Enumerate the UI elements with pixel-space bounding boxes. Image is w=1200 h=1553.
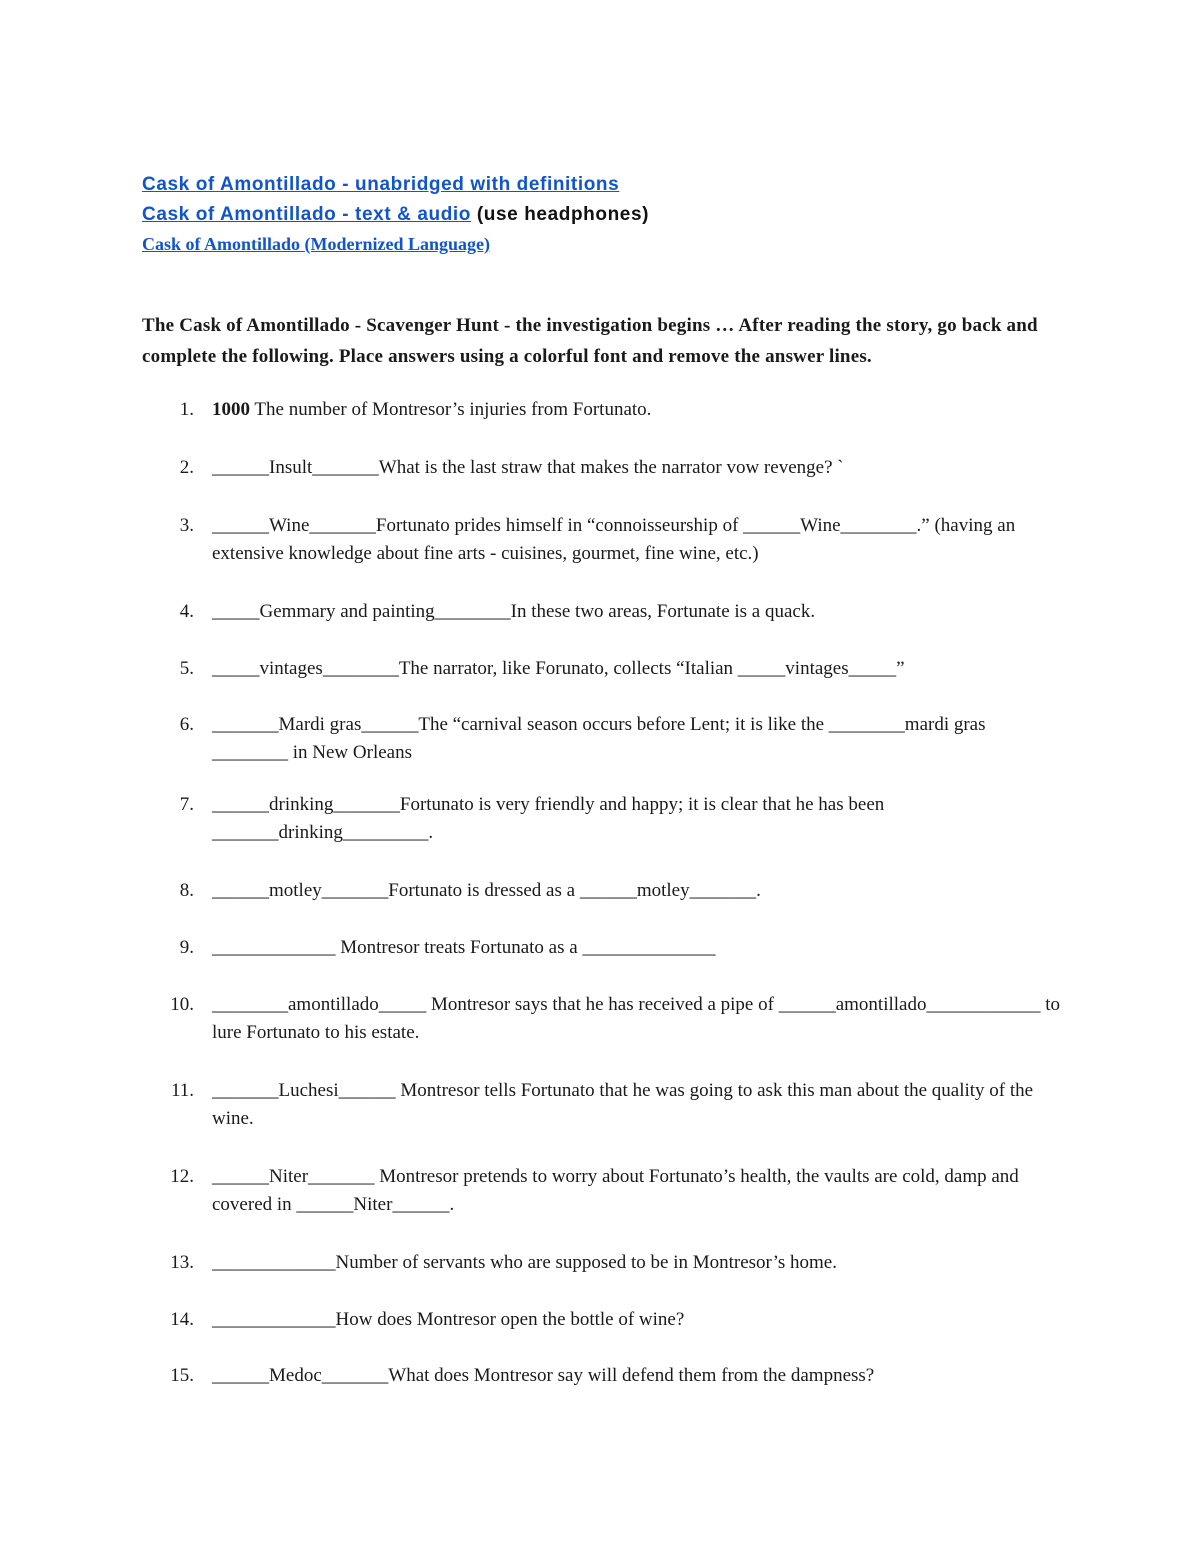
item-text: ______Wine_______Fortunato prides himself in “connoisseurship of ______Wine________.” (having an extensive knowledge about fine arts - cuisines, gourmet, fine wine, etc.) — [212, 515, 1016, 564]
instructions-paragraph: The Cask of Amontillado - Scavenger Hunt - the investigation begins … After reading the story, go back and complete the following. Place answers using a colorful font and remove the answer lines. — [142, 315, 1038, 367]
item-number: 13. — [170, 1252, 194, 1273]
item-text: _____________Number of servants who are supposed to be in Montresor’s home. — [212, 1252, 837, 1273]
link-list — [142, 170, 649, 258]
item-text: _____________ Montresor treats Fortunato as a ______________ — [212, 937, 716, 958]
item-number: 4. — [179, 601, 194, 622]
item-text: _______Mardi gras______The “carnival season occurs before Lent; it is like the ________mardi gras ________ in New Orleans — [212, 714, 986, 763]
item-text: _____________How does Montresor open the bottle of wine? — [212, 1309, 685, 1330]
link-row-2 — [142, 200, 649, 230]
item-number: 2. — [179, 457, 194, 478]
link-text-audio[interactable]: Cask of Amontillado - text & audio — [142, 204, 471, 225]
item-number: 7. — [179, 794, 194, 815]
item-number: 5. — [179, 658, 194, 679]
item-number: 15. — [170, 1365, 194, 1386]
item-text: ______Medoc_______What does Montresor say will defend them from the dampness? — [212, 1365, 875, 1386]
item-text: ______drinking_______Fortunato is very friendly and happy; it is clear that he has been _______drinking_________. — [212, 794, 885, 843]
item-number: 9. — [179, 937, 194, 958]
item-text: _____vintages________The narrator, like Forunato, collects “Italian _____vintages_____” — [212, 658, 905, 679]
item-text: ______Niter_______ Montresor pretends to worry about Fortunato’s health, the vaults are cold, damp and covered in ______Niter______. — [212, 1166, 1019, 1215]
item-number: 8. — [179, 880, 194, 901]
headphones-note: (use headphones) — [471, 204, 650, 225]
link-row-3 — [142, 230, 649, 258]
item-number: 10. — [170, 994, 194, 1015]
item-number: 12. — [170, 1166, 194, 1187]
item-number: 3. — [179, 515, 194, 536]
item-number: 6. — [179, 714, 194, 735]
item-text: ______motley_______Fortunato is dressed as a ______motley_______. — [212, 880, 761, 901]
item-number: 14. — [170, 1309, 194, 1330]
item-number: 1. — [179, 399, 194, 420]
item-text: ______Insult_______What is the last straw that makes the narrator vow revenge? ` — [212, 457, 844, 478]
link-row-1 — [142, 170, 649, 200]
answer-bold: 1000 — [212, 399, 250, 420]
item-text: _______Luchesi______ Montresor tells Fortunato that he was going to ask this man about the quality of the wine. — [212, 1080, 1034, 1129]
question-text: The number of Montresor’s injuries from Fortunato. — [250, 399, 652, 420]
link-modernized-language[interactable]: Cask of Amontillado (Modernized Language) — [142, 234, 491, 254]
item-number: 11. — [170, 1080, 194, 1101]
item-text: ________amontillado_____ Montresor says that he has received a pipe of ______amontillado____________ to lure Fortunato to his estate. — [212, 994, 1060, 1043]
item-text: _____Gemmary and painting________In these two areas, Fortunate is a quack. — [212, 601, 816, 622]
link-unabridged-definitions[interactable]: Cask of Amontillado - unabridged with definitions — [142, 174, 620, 195]
item-text — [212, 396, 1062, 424]
